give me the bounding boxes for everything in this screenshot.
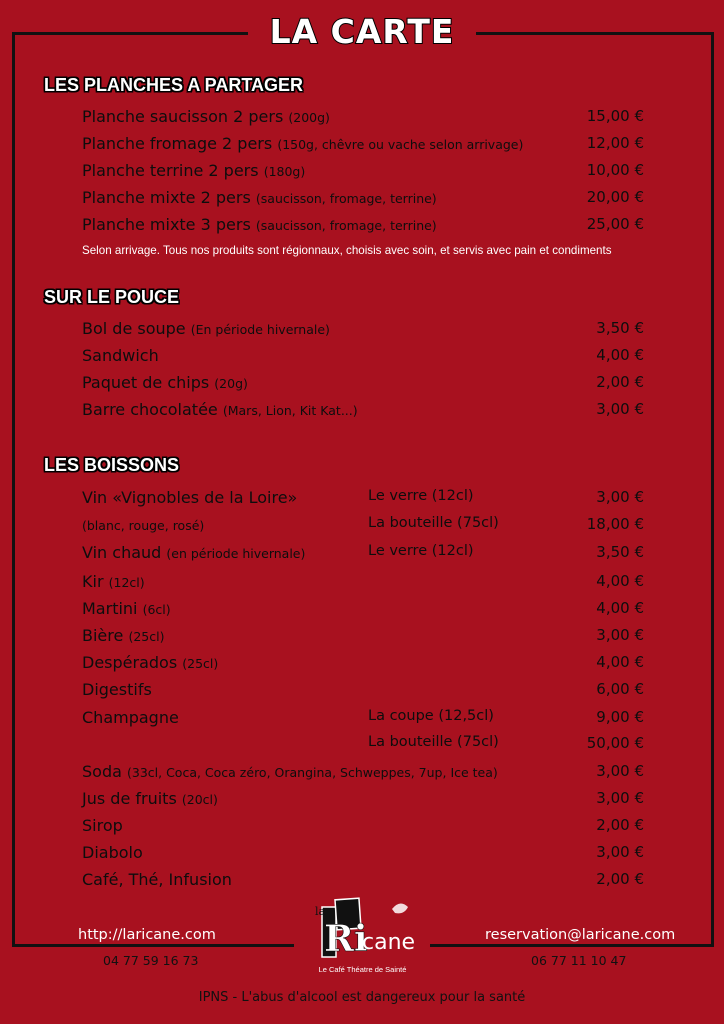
menu-item-row xyxy=(82,599,644,625)
item-name-text: Kir xyxy=(82,572,104,591)
menu-item-row xyxy=(82,626,644,652)
item-name xyxy=(82,816,123,835)
item-name xyxy=(82,789,218,808)
alcohol-disclaimer: IPNS - L'abus d'alcool est dangereux pour la santé xyxy=(198,990,526,1005)
item-detail: (6cl) xyxy=(142,602,171,617)
item-detail: (20g) xyxy=(214,376,248,391)
item-detail: (180g) xyxy=(263,164,306,179)
item-price: 3,50 € xyxy=(596,319,644,337)
item-detail: (saucisson, fromage, terrine) xyxy=(255,191,437,206)
item-price: 20,00 € xyxy=(586,188,644,206)
item-name-text: Martini xyxy=(82,599,138,618)
item-price: 15,00 € xyxy=(586,107,644,125)
item-detail: (25cl) xyxy=(128,629,165,644)
item-price: 3,00 € xyxy=(596,789,644,807)
phone-right: 06 77 11 10 47 xyxy=(531,953,627,968)
item-name-text: Planche mixte 2 pers xyxy=(82,188,251,207)
menu-item-row xyxy=(82,215,644,241)
item-detail: (en période hivernale) xyxy=(166,546,306,561)
menu-item-row xyxy=(82,400,644,426)
menu-item-row xyxy=(82,515,644,541)
item-name-text: Vin chaud xyxy=(82,543,162,562)
item-name xyxy=(82,572,145,591)
item-price: 4,00 € xyxy=(596,599,644,617)
item-name-text: Diabolo xyxy=(82,843,143,862)
item-name-text: Champagne xyxy=(82,708,179,727)
item-price: 2,00 € xyxy=(596,816,644,834)
item-name xyxy=(82,319,330,338)
item-name-text: Sandwich xyxy=(82,346,159,365)
item-name-text: Digestifs xyxy=(82,680,152,699)
logo-subtitle: Le Café Théatre de Sainté xyxy=(318,965,407,974)
item-size: Le verre (12cl) xyxy=(368,543,474,559)
frame-line-top-right xyxy=(476,32,714,35)
logo-la: la xyxy=(315,905,326,918)
item-name xyxy=(82,215,437,234)
item-name xyxy=(82,346,159,365)
menu-item-row xyxy=(82,870,644,896)
item-name xyxy=(82,400,358,419)
frame-line-bottom-right xyxy=(430,944,714,947)
planches-note: Selon arrivage. Tous nos produits sont régionnaux, choisis avec soin, et servis avec pain et condiments xyxy=(82,244,612,257)
email-link[interactable]: reservation@laricane.com xyxy=(485,927,676,943)
item-detail: (25cl) xyxy=(182,656,219,671)
item-name xyxy=(82,107,330,126)
item-price: 3,00 € xyxy=(596,488,644,506)
item-name-text: Bière xyxy=(82,626,124,645)
item-price: 4,00 € xyxy=(596,572,644,590)
menu-item-row xyxy=(82,107,644,133)
item-name-text: Bol de soupe xyxy=(82,319,186,338)
item-name-text: Planche mixte 3 pers xyxy=(82,215,251,234)
item-name-text: Paquet de chips xyxy=(82,373,210,392)
item-name xyxy=(82,680,152,699)
item-name-text: Soda xyxy=(82,762,122,781)
menu-item-row xyxy=(82,789,644,815)
item-price: 18,00 € xyxy=(586,515,644,533)
item-price: 6,00 € xyxy=(596,680,644,698)
item-name xyxy=(82,518,204,533)
item-detail: (33cl, Coca, Coca zéro, Orangina, Schweppes, 7up, Ice tea) xyxy=(127,765,498,780)
item-price: 2,00 € xyxy=(596,373,644,391)
frame-line-right xyxy=(711,32,714,947)
item-name xyxy=(82,543,305,562)
menu-item-row xyxy=(82,572,644,598)
frame-line-left xyxy=(12,32,15,947)
item-name xyxy=(82,843,143,862)
item-price: 4,00 € xyxy=(596,653,644,671)
item-price: 50,00 € xyxy=(586,734,644,752)
item-name-text: Vin «Vignobles de la Loire» xyxy=(82,488,298,507)
laricane-logo xyxy=(300,895,425,985)
item-name xyxy=(82,762,498,781)
item-price: 3,00 € xyxy=(596,400,644,418)
item-name-text: Barre chocolatée xyxy=(82,400,218,419)
item-name-text: Sirop xyxy=(82,816,123,835)
menu-item-row xyxy=(82,762,644,788)
item-detail: (saucisson, fromage, terrine) xyxy=(255,218,437,233)
menu-item-row xyxy=(82,708,644,734)
item-name-text: Jus de fruits xyxy=(82,789,177,808)
menu-item-row xyxy=(82,843,644,869)
item-price: 4,00 € xyxy=(596,346,644,364)
item-price: 25,00 € xyxy=(586,215,644,233)
item-price: 3,00 € xyxy=(596,762,644,780)
item-detail: (Mars, Lion, Kit Kat...) xyxy=(222,403,358,418)
item-detail: (150g, chêvre ou vache selon arrivage) xyxy=(277,137,524,152)
item-name-text: Despérados xyxy=(82,653,178,672)
item-name-text: Café, Thé, Infusion xyxy=(82,870,232,889)
item-name xyxy=(82,373,248,392)
section-title-planches: LES PLANCHES A PARTAGER xyxy=(44,75,304,95)
item-size: Le verre (12cl) xyxy=(368,488,474,504)
item-price: 2,00 € xyxy=(596,870,644,888)
item-name xyxy=(82,708,179,727)
item-size: La coupe (12,5cl) xyxy=(368,708,494,724)
item-detail: (12cl) xyxy=(108,575,145,590)
website-link[interactable]: http://laricane.com xyxy=(78,927,216,943)
menu-item-row xyxy=(82,653,644,679)
item-name xyxy=(82,870,232,889)
item-detail: (200g) xyxy=(288,110,330,125)
menu-item-row xyxy=(82,543,644,569)
item-name xyxy=(82,626,164,645)
frame-line-bottom-left xyxy=(12,944,294,947)
item-price: 12,00 € xyxy=(586,134,644,152)
item-price: 3,00 € xyxy=(596,626,644,644)
menu-item-row xyxy=(82,680,644,706)
page-title: LA CARTE xyxy=(269,12,455,51)
item-name-text: (blanc, rouge, rosé) xyxy=(82,518,205,533)
logo-cane: cane xyxy=(362,930,416,955)
item-price: 3,00 € xyxy=(596,843,644,861)
item-name xyxy=(82,488,297,507)
phone-left: 04 77 59 16 73 xyxy=(103,953,199,968)
item-size: La bouteille (75cl) xyxy=(368,515,499,531)
item-detail: (En période hivernale) xyxy=(190,322,330,337)
item-name-text: Planche fromage 2 pers xyxy=(82,134,273,153)
menu-item-row xyxy=(82,134,644,160)
menu-item-row xyxy=(82,161,644,187)
item-name xyxy=(82,188,437,207)
logo-mark xyxy=(300,895,425,965)
menu-item-row xyxy=(82,373,644,399)
menu-item-row xyxy=(82,188,644,214)
item-name xyxy=(82,134,523,153)
item-detail: (20cl) xyxy=(181,792,218,807)
item-price: 10,00 € xyxy=(586,161,644,179)
item-name-text: Planche saucisson 2 pers xyxy=(82,107,284,126)
menu-item-row xyxy=(82,488,644,514)
item-price: 3,50 € xyxy=(596,543,644,561)
section-title-boissons: LES BOISSONS xyxy=(44,455,180,475)
menu-item-row xyxy=(82,346,644,372)
item-name xyxy=(82,161,305,180)
item-name xyxy=(82,653,218,672)
menu-item-row xyxy=(82,816,644,842)
item-price: 9,00 € xyxy=(596,708,644,726)
menu-item-row xyxy=(82,319,644,345)
section-title-pouce: SUR LE POUCE xyxy=(44,287,180,307)
item-name-text: Planche terrine 2 pers xyxy=(82,161,259,180)
logo-ri: Ri xyxy=(324,918,368,960)
frame-line-top-left xyxy=(12,32,248,35)
item-size: La bouteille (75cl) xyxy=(368,734,499,750)
menu-item-row xyxy=(82,734,644,760)
item-name xyxy=(82,599,171,618)
